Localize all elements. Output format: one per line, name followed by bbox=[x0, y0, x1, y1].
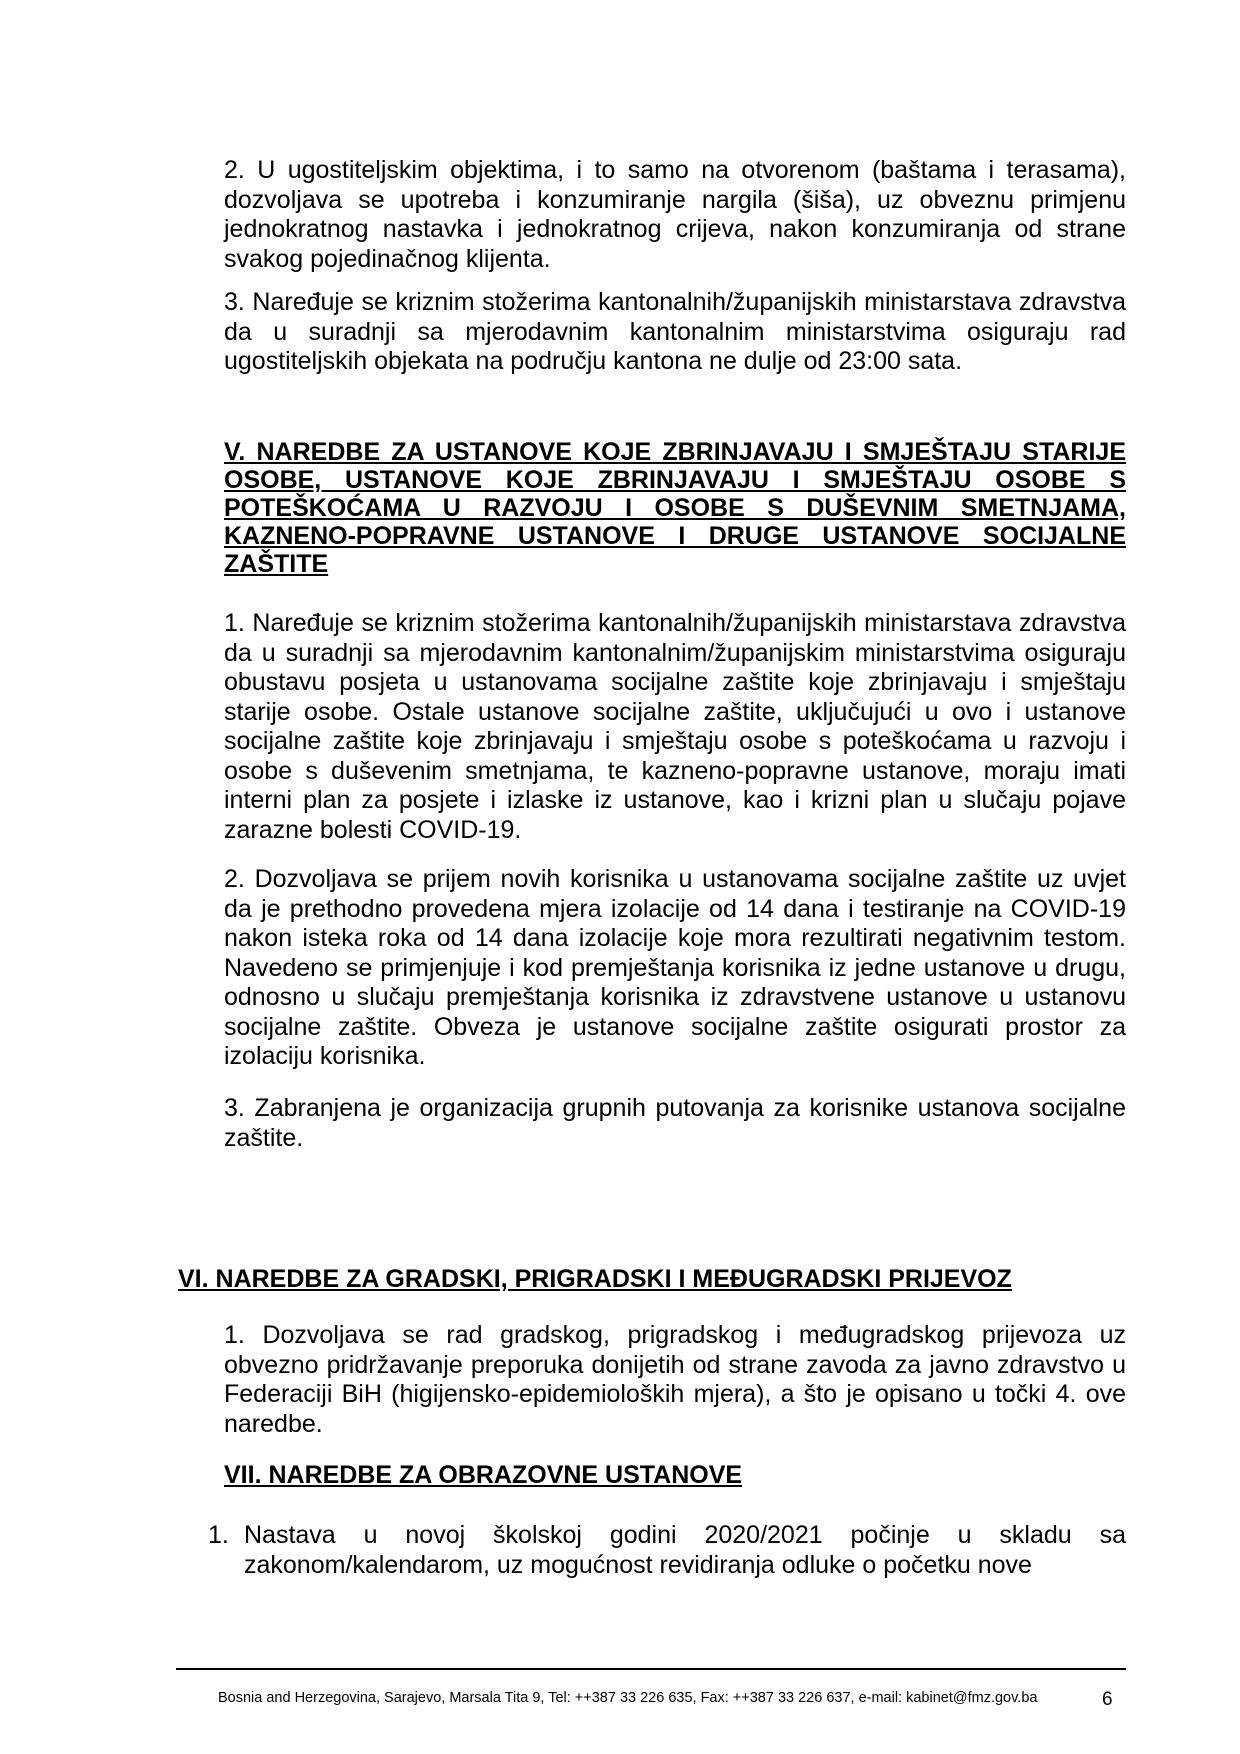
page-number: 6 bbox=[1102, 1689, 1113, 1710]
list-item-number: 1. bbox=[208, 1521, 229, 1549]
paragraph-v-3: 3. Zabranjena je organizacija grupnih putovanja za korisnike ustanova socijalne zaštite. bbox=[224, 1094, 1126, 1152]
footer-divider bbox=[176, 1668, 1126, 1670]
footer-address: Bosnia and Herzegovina, Sarajevo, Marsala Tita 9, Tel: ++387 33 226 635, Fax: ++387 33 226 637, e-mail: kabinet@fmz.gov.ba bbox=[218, 1690, 1038, 1706]
paragraph-v-2: 2. Dozvoljava se prijem novih korisnika u ustanovama socijalne zaštite uz uvjet da je prethodno provedena mjera izolacije od 14 dana i testiranje na COVID-19 nakon isteka roka od 14 dana izolacije koje mora rezultirati negativnim testom. Navedeno se primjenjuje i kod premještanja korisnika iz jedne ustanove u drugu, odnosno u slučaju premještanja korisnika iz zdravstvene ustanove u ustanovu socijalne zaštite. Obveza je ustanove socijalne zaštite osigurati prostor za izolaciju korisnika. bbox=[224, 865, 1126, 1070]
paragraph-vi-1: 1. Dozvoljava se rad gradskog, prigradskog i međugradskog prijevoza uz obvezno pridržavanje preporuka donijetih od strane zavoda za javno zdravstvo u Federaciji BiH (higijensko-epidemioloških mjera), a što je opisano u točki 4. ove naredbe. bbox=[224, 1321, 1126, 1438]
section-heading-vii: VII. NAREDBE ZA OBRAZOVNE USTANOVE bbox=[224, 1461, 743, 1489]
section-heading-v: V. NAREDBE ZA USTANOVE KOJE ZBRINJAVAJU I SMJEŠTAJU STARIJE OSOBE, USTANOVE KOJE ZBRINJAVAJU I SMJEŠTAJU OSOBE S POTEŠKOĆAMA U RAZVOJU I OSOBE S DUŠEVNIM SMETNJAMA, KAZNENO-POPRAVNE USTANOVE I DRUGE USTANOVE SOCIJALNE ZAŠTITE bbox=[224, 438, 1126, 578]
paragraph-v-1: 1. Naređuje se kriznim stožerima kantonalnih/županijskih ministarstava zdravstva da u suradnji sa mjerodavnim kantonalnim/županijskim ministarstvima osiguraju obustavu posjeta u ustanovama socijalne zaštite koje zbrinjavaju i smještaju starije osobe. Ostale ustanove socijalne zaštite, uključujući u ovo i ustanove socijalne zaštite koje zbrinjavaju i smještaju osobe s poteškoćama u razvoju i osobe s duševenim smetnjama, te kazneno-popravne ustanove, moraju imati interni plan za posjete i izlaske iz ustanove, kao i krizni plan u slučaju pojave zarazne bolesti COVID-19. bbox=[224, 609, 1126, 844]
paragraph-iv-3: 3. Naređuje se kriznim stožerima kantonalnih/županijskih ministarstava zdravstva da u suradnji sa mjerodavnim kantonalnim ministarstvima osiguraju rad ugostiteljskih objekata na području kantona ne dulje od 23:00 sata. bbox=[224, 288, 1126, 375]
section-heading-vi: VI. NAREDBE ZA GRADSKI, PRIGRADSKI I MEĐUGRADSKI PRIJEVOZ bbox=[178, 1265, 1012, 1293]
paragraph-iv-2: 2. U ugostiteljskim objektima, i to samo na otvorenom (baštama i terasama), dozvoljava se upotreba i konzumiranje nargila (šiša), uz obveznu primjenu jednokratnog nastavka i jednokratnog crijeva, nakon konzumiranja od strane svakog pojedinačnog klijenta. bbox=[224, 156, 1126, 273]
list-item-text: Nastava u novoj školskoj godini 2020/2021 počinje u skladu sa zakonom/kalendarom, uz mogućnost revidiranja odluke o početku nove bbox=[244, 1521, 1126, 1579]
list-item-vii-1 bbox=[208, 1520, 1126, 1580]
